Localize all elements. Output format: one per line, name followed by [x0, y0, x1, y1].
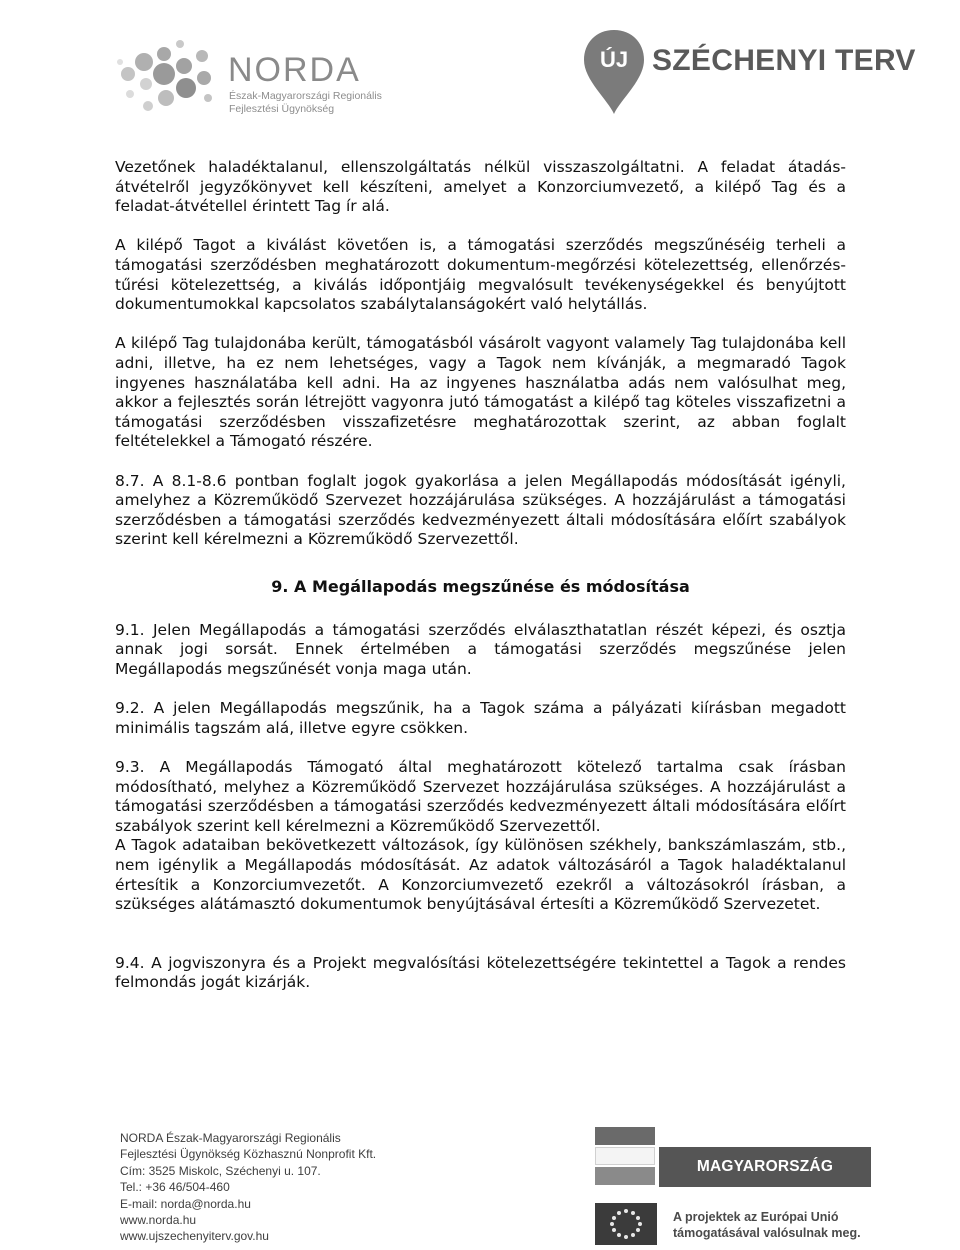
hungarian-flag-stripe — [595, 1147, 655, 1165]
footer-website: www.norda.hu — [120, 1213, 197, 1228]
hungary-renewal-banner — [659, 1147, 871, 1215]
footer-logos — [595, 1127, 875, 1245]
norda-logo-name: NORDA — [228, 51, 361, 89]
eu-flag-icon — [595, 1203, 657, 1245]
eu-support-line-2: támogatásával valósulnak meg. — [673, 1226, 861, 1240]
norda-dots-icon — [110, 32, 220, 122]
footer-contact — [120, 1130, 376, 1245]
page-footer — [0, 1120, 960, 1250]
paragraph-9-4: 9.4. A jogviszonyra és a Projekt megvalósítási kötelezettségére tekintettel a Tagok a rendes felmondás jogát kizárják. — [115, 953, 846, 992]
page-header — [0, 0, 960, 130]
footer-email: E-mail: norda@norda.hu — [120, 1196, 251, 1211]
footer-contact-line: NORDA Észak-Magyarországi Regionális — [120, 1131, 341, 1145]
paragraph-8-7: 8.7. A 8.1-8.6 pontban foglalt jogok gyakorlása a jelen Megállapodás módosítását igényli, amelyhez a Közreműködő Szervezet hozzájárulása szükséges. A hozzájárulást a támogatási szerződésben a támogatási szerződés kedvezményezett általi módosítására előírt szabályok szerint kell kérelmezni a Közreműködő Szervezettől. — [115, 471, 846, 549]
paragraph: Vezetőnek haladéktalanul, ellenszolgáltatás nélkül visszaszolgáltatni. A feladat átadás-átvételről jegyzőkönyvet kell készíteni, amelyet a Konzorciumvezető, a kilépő Tag és a feladat-átvétellel érintett Tag ír alá. — [115, 158, 846, 216]
szechenyi-badge: ÚJ — [599, 47, 629, 72]
norda-logo-subtitle-2: Fejlesztési Ügynökség — [229, 103, 335, 115]
paragraph-9-3: 9.3. A Megállapodás Támogató által meghatározott kötelező tartalma csak írásban módosítható, melyhez a Közreműködő Szervezet hozzájárulása szükséges. A hozzájárulást a támogatási szerződésben a támogatási szerződés kedvezményezett általi módosítására előírt szabályok szerint kell kérelmezni a Közreműködő Szervezettől. — [115, 758, 846, 835]
document-body — [115, 158, 846, 993]
eu-stars-icon — [595, 1203, 657, 1245]
paragraph: A Tagok adataiban bekövetkezett változások, így különösen székhely, bankszámlaszám, stb., nem igénylik a Megállapodás módosítását. Az adatok változásáról a Tagok haladéktalanul értesítik a Konzorciumvezetőt. A Konzorciumvezető ezekről a változásokról írásban, a szükséges alátámasztó dokumentumok benyújtásával értesíti a Közreműködő Szervezetet. — [115, 836, 846, 914]
paragraph-9-1: 9.1. Jelen Megállapodás a támogatási szerződés elválaszthatatlan részét képezi, és osztja annak jogi sorsát. Ennek értelmében a támogatási szerződés megszűnése jelen Megállapodás megszűnését vonja maga után. — [115, 620, 846, 679]
section-heading: 9. A Megállapodás megszűnése és módosítása — [271, 576, 690, 596]
footer-contact-line: Cím: 3525 Miskolc, Széchenyi u. 107. — [120, 1163, 321, 1178]
footer-contact-line: Fejlesztési Ügynökség Közhasznú Nonprofit Kft. — [120, 1147, 377, 1162]
paragraph-9-2: 9.2. A jelen Megállapodás megszűnik, ha a Tagok száma a pályázati kiírásban megadott minimális tagszám alá, illetve egyre csökken. — [115, 699, 846, 737]
hungarian-flag-stripe — [595, 1167, 655, 1185]
szechenyi-terv-title: SZÉCHENYI TERV — [652, 44, 916, 77]
hungarian-flag-icon — [595, 1127, 655, 1145]
map-pin-icon — [582, 28, 646, 118]
eu-support-line-1: A projektek az Európai Unió — [673, 1210, 839, 1224]
hungary-renewal-text: MAGYARORSZÁG MEGÚJUL — [696, 1158, 834, 1215]
norda-logo-subtitle-1: Észak-Magyarországi Regionális — [229, 90, 382, 102]
paragraph: A kilépő Tag tulajdonába került, támogatásból vásárolt vagyont valamely Tag tulajdonába kell adni, illetve, ha ez nem lehetséges, vagy a Tagok nem kívánják, a megmaradó Tagok ingyenes használatába kell adni. Ha az ingyenes használatba adás nem valósulhat meg, akkor a fejlesztés során létrejött vagyonra jutó támogatást a kilépő tag köteles visszafizetni a támogatási szerződésben visszafizetésre meghatározottak szerint, az abban foglalt feltételekkel a Támogató részére. — [115, 334, 846, 451]
paragraph: A kilépő Tagot a kiválást követően is, a támogatási szerződés megszűnéséig terheli a támogatási szerződésben meghatározott dokumentum-megőrzési kötelezettség, ellenőrzés-tűrési kötelezettség, a kiválás időpontjáig megvalósult tevékenységekkel és benyújtott dokumentumokkal kapcsolatos szabálytalanságokért való helytállás. — [115, 236, 846, 314]
footer-contact-line: Tel.: +36 46/504-460 — [120, 1180, 230, 1195]
footer-website: www.ujszechenyiterv.gov.hu — [120, 1229, 269, 1244]
